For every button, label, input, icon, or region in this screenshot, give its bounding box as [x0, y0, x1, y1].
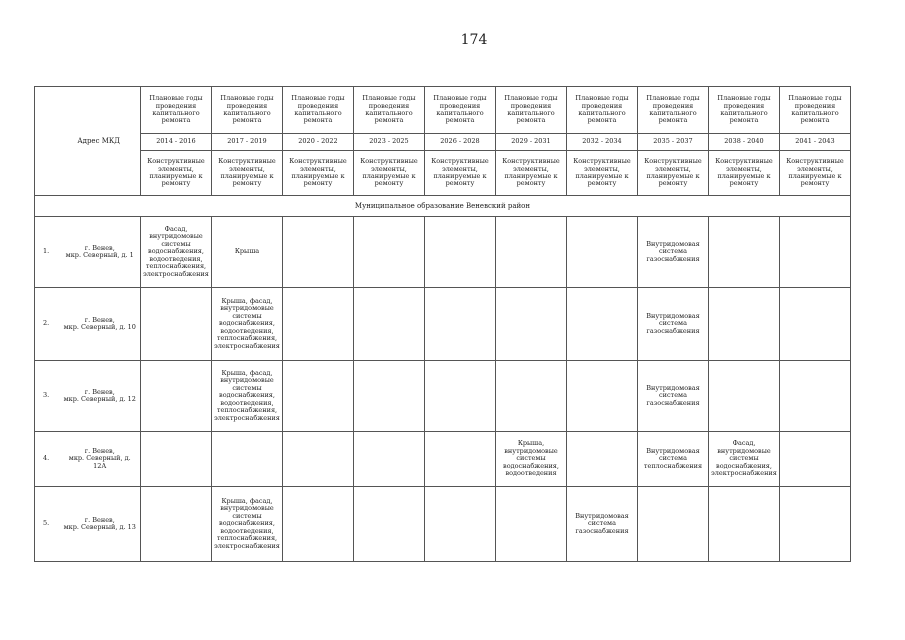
- row-number: 2.: [35, 288, 60, 361]
- plan-header-cell: Плановые годы проведения капитального ремонта: [709, 87, 780, 134]
- repair-cell: [425, 487, 496, 562]
- table-row: [35, 288, 851, 361]
- page-number: 174: [460, 32, 488, 48]
- repair-cell: [354, 361, 425, 432]
- repair-cell: Фасад, внутридомовые системы водоснабжения, электроснабжения: [709, 432, 780, 487]
- repair-cell: Внутридомовая система теплоснабжения: [638, 432, 709, 487]
- repair-cell: [567, 432, 638, 487]
- year-range-cell: 2029 - 2031: [496, 134, 567, 151]
- repair-cell: [496, 361, 567, 432]
- year-range-cell: 2038 - 2040: [709, 134, 780, 151]
- table-row: [35, 432, 851, 487]
- year-range-cell: 2035 - 2037: [638, 134, 709, 151]
- elements-header-cell: Конструктивные элементы, планируемые к ремонту: [425, 151, 496, 196]
- repair-cell: [425, 288, 496, 361]
- repair-cell: [283, 217, 354, 288]
- address-header: Адрес МКД: [35, 87, 141, 196]
- year-range-cell: 2020 - 2022: [283, 134, 354, 151]
- row-number: 4.: [35, 432, 60, 487]
- repair-cell: [780, 487, 851, 562]
- repair-cell: [283, 432, 354, 487]
- repair-cell: [496, 288, 567, 361]
- repair-cell: [709, 487, 780, 562]
- elements-header-cell: Конструктивные элементы, планируемые к ремонту: [709, 151, 780, 196]
- year-range-cell: 2014 - 2016: [141, 134, 212, 151]
- repair-cell: [780, 361, 851, 432]
- repair-cell: [283, 288, 354, 361]
- repair-cell: [141, 487, 212, 562]
- year-range-cell: 2026 - 2028: [425, 134, 496, 151]
- elements-header-cell: Конструктивные элементы, планируемые к ремонту: [638, 151, 709, 196]
- row-address: г. Венев, мкр. Северный, д. 12А: [60, 432, 141, 487]
- plan-header-cell: Плановые годы проведения капитального ремонта: [141, 87, 212, 134]
- repair-cell: Внутридомовая система газоснабжения: [638, 217, 709, 288]
- plan-header-cell: Плановые годы проведения капитального ремонта: [425, 87, 496, 134]
- repair-cell: [212, 432, 283, 487]
- elements-header-cell: Конструктивные элементы, планируемые к ремонту: [567, 151, 638, 196]
- repair-cell: [780, 288, 851, 361]
- plan-header-cell: Плановые годы проведения капитального ремонта: [212, 87, 283, 134]
- repair-cell: [709, 288, 780, 361]
- repair-cell: [354, 288, 425, 361]
- repair-cell: [567, 217, 638, 288]
- header-years-row: [35, 134, 851, 151]
- repair-cell: [354, 217, 425, 288]
- plan-header-cell: Плановые годы проведения капитального ремонта: [567, 87, 638, 134]
- row-address: г. Венев, мкр. Северный, д. 10: [60, 288, 141, 361]
- repair-cell: [354, 432, 425, 487]
- repair-cell: [425, 361, 496, 432]
- elements-header-cell: Конструктивные элементы, планируемые к ремонту: [212, 151, 283, 196]
- elements-header-cell: Конструктивные элементы, планируемые к ремонту: [141, 151, 212, 196]
- repair-cell: Внутридомовая система газоснабжения: [567, 487, 638, 562]
- repair-cell: [496, 217, 567, 288]
- repair-cell: [780, 217, 851, 288]
- plan-header-cell: Плановые годы проведения капитального ремонта: [780, 87, 851, 134]
- repair-cell: Внутридомовая система газоснабжения: [638, 361, 709, 432]
- repair-cell: Крыша: [212, 217, 283, 288]
- plan-header-cell: Плановые годы проведения капитального ремонта: [283, 87, 354, 134]
- row-address: г. Венев, мкр. Северный, д. 1: [60, 217, 141, 288]
- plan-header-cell: Плановые годы проведения капитального ремонта: [354, 87, 425, 134]
- header-elements-row: [35, 151, 851, 196]
- repair-cell: [141, 361, 212, 432]
- year-range-cell: 2041 - 2043: [780, 134, 851, 151]
- repair-cell: [567, 288, 638, 361]
- elements-header-cell: Конструктивные элементы, планируемые к ремонту: [354, 151, 425, 196]
- row-address: г. Венев, мкр. Северный, д. 13: [60, 487, 141, 562]
- repair-cell: [567, 361, 638, 432]
- repair-cell: Крыша, внутридомовые системы водоснабжения, водоотведения: [496, 432, 567, 487]
- row-number: 5.: [35, 487, 60, 562]
- elements-header-cell: Конструктивные элементы, планируемые к ремонту: [496, 151, 567, 196]
- plan-header-cell: Плановые годы проведения капитального ремонта: [496, 87, 567, 134]
- year-range-cell: 2032 - 2034: [567, 134, 638, 151]
- repair-cell: [283, 361, 354, 432]
- row-number: 1.: [35, 217, 60, 288]
- table-row: [35, 217, 851, 288]
- repair-cell: [283, 487, 354, 562]
- table-row: [35, 361, 851, 432]
- region-row: [35, 196, 851, 217]
- repair-cell: Крыша, фасад, внутридомовые системы водоснабжения, водоотведения, теплоснабжения, электроснабжения: [212, 487, 283, 562]
- table-row: [35, 487, 851, 562]
- plan-header-cell: Плановые годы проведения капитального ремонта: [638, 87, 709, 134]
- year-range-cell: 2017 - 2019: [212, 134, 283, 151]
- repair-cell: [425, 217, 496, 288]
- elements-header-cell: Конструктивные элементы, планируемые к ремонту: [780, 151, 851, 196]
- repair-cell: [709, 361, 780, 432]
- repair-cell: Крыша, фасад, внутридомовые системы водоснабжения, водоотведения, теплоснабжения, электроснабжения: [212, 288, 283, 361]
- row-address: г. Венев, мкр. Северный, д. 12: [60, 361, 141, 432]
- repair-cell: [780, 432, 851, 487]
- repair-cell: Крыша, фасад, внутридомовые системы водоснабжения, водоотведения, теплоснабжения, электроснабжения: [212, 361, 283, 432]
- elements-header-cell: Конструктивные элементы, планируемые к ремонту: [283, 151, 354, 196]
- repair-cell: [425, 432, 496, 487]
- repair-cell: [496, 487, 567, 562]
- row-number: 3.: [35, 361, 60, 432]
- repair-cell: Фасад, внутридомовые системы водоснабжения, водоотведения, теплоснабжения, электроснабжения: [141, 217, 212, 288]
- repair-cell: [354, 487, 425, 562]
- header-plan-row: [35, 87, 851, 134]
- repair-cell: Внутридомовая система газоснабжения: [638, 288, 709, 361]
- repair-cell: [709, 217, 780, 288]
- repair-cell: [141, 288, 212, 361]
- repair-cell: [141, 432, 212, 487]
- region-title: Муниципальное образование Веневский район: [35, 196, 851, 217]
- repair-cell: [638, 487, 709, 562]
- capital-repair-table: [34, 86, 851, 562]
- year-range-cell: 2023 - 2025: [354, 134, 425, 151]
